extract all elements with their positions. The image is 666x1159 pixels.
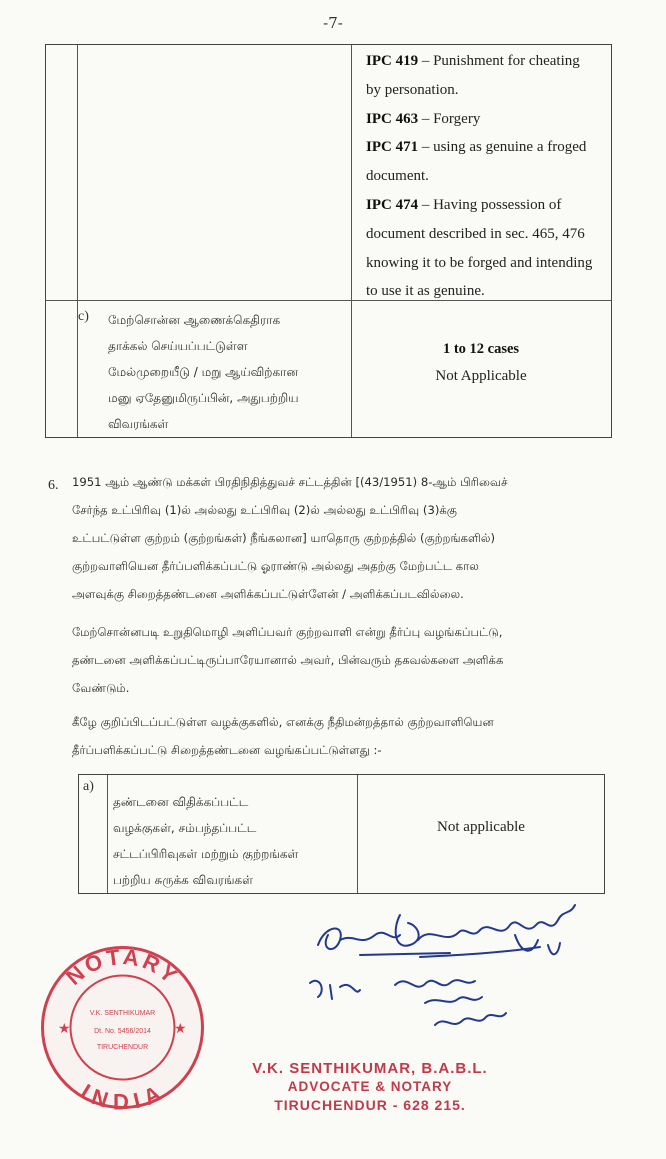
table-divider	[107, 775, 108, 893]
declaration-paragraph	[72, 468, 627, 608]
seal-star-left: ★	[58, 1021, 71, 1037]
paragraph-line: தண்டனை அளிக்கப்பட்டிருப்பாரேயானால் அவர், பின்வரும் தகவல்களை அளிக்க	[72, 653, 504, 667]
cases-count: 1 to 12 cases	[442, 341, 520, 357]
row-label-a: a)	[83, 779, 94, 794]
seal-inner-place: TIRUCHENDUR	[96, 1044, 149, 1051]
page-number: -7-	[323, 14, 343, 32]
ipc-entry-line: document described in sec. 465, 476	[366, 225, 585, 242]
ipc-entry-line: to use it as genuine.	[366, 283, 485, 300]
ipc-entry: IPC 471 – using as genuine a froged	[366, 139, 587, 156]
section-number: 6.	[48, 478, 59, 493]
offences-table	[45, 44, 612, 438]
stamp-role: ADVOCATE & NOTARY	[287, 1079, 453, 1094]
seal-star-right: ★	[174, 1021, 187, 1037]
ipc-entry-line: knowing it to be forged and intending	[366, 254, 593, 271]
paragraph-line: சேர்ந்த உட்பிரிவு (1)ல் அல்லது உட்பிரிவு (2)ல் அல்லது உட்பிரிவு (3)க்கு	[72, 503, 457, 517]
description-line: விவரங்கள்	[108, 417, 169, 431]
ipc-entry: IPC 419 – Punishment for cheating	[366, 53, 580, 69]
description-line: தண்டனை விதிக்கப்பட்ட	[113, 795, 249, 809]
instruction-paragraph	[72, 618, 627, 702]
paragraph-line: உட்பட்டுள்ள குற்றம் (குற்றங்கள்) நீங்கலான] யாதொரு குற்றத்தில் (குற்றங்களில்)	[72, 531, 496, 545]
advocate-stamp	[250, 1060, 490, 1114]
description-line: வழக்குகள், சம்பந்தப்பட்ட	[113, 821, 257, 835]
ipc-entry: IPC 463 – Forgery	[366, 110, 481, 127]
paragraph-line: வேண்டும்.	[72, 681, 130, 695]
description-line: மேல்முறையீடு / மறு ஆய்விற்கான	[108, 365, 299, 379]
row-label-c: c)	[78, 309, 89, 324]
signature-icon	[300, 895, 600, 1045]
description-line: பற்றிய சுருக்க விவரங்கள்	[113, 873, 253, 887]
ipc-entry-line: document.	[366, 168, 429, 185]
ipc-entry: IPC 474 – Having possession of	[366, 196, 562, 213]
description-line: தாக்கல் செய்யப்பட்டுள்ள	[108, 339, 248, 353]
row-a-description	[113, 789, 298, 893]
ipc-entry-line: by personation.	[366, 81, 459, 98]
row-c-value	[352, 341, 610, 385]
seal-inner-detail: Dt. No. 5456/2014	[94, 1028, 151, 1035]
paragraph-line: தீர்ப்பளிக்கப்பட்டு சிறைத்தண்டனை வழங்கப்பட்டுள்ளது :-	[72, 743, 382, 757]
paragraph-line: மேற்சொன்னபடி உறுதிமொழி அளிப்பவர் குற்றவாளி என்று தீர்ப்பு வழங்கப்பட்டு,	[72, 625, 503, 639]
description-line: மனு ஏதேனுமிருப்பின், அதுபற்றிய	[108, 391, 299, 405]
paragraph-line: 1951 ஆம் ஆண்டு மக்கள் பிரதிநிதித்துவச் சட்டத்தின் [(43/1951) 8-ஆம் பிரிவைச்	[72, 475, 508, 489]
stamp-place: TIRUCHENDUR - 628 215.	[274, 1097, 466, 1113]
description-line: மேற்சொன்ன ஆணைக்கெதிராக	[108, 313, 281, 327]
ipc-sections-cell	[358, 45, 610, 308]
seal-top-text: NOTARY	[61, 945, 184, 990]
applicability-status: Not Applicable	[435, 368, 527, 384]
stamp-name: V.K. SENTHIKUMAR, B.A.B.L.	[252, 1060, 488, 1077]
paragraph-line: அளவுக்கு சிறைத்தண்டனை அளிக்கப்பட்டுள்ளேன் / அளிக்கப்படவில்லை.	[72, 587, 464, 601]
paragraph-line: கீழே குறிப்பிடப்பட்டுள்ள வழக்குகளில், எனக்கு நீதிமன்றத்தால் குற்றவாளியென	[72, 715, 494, 729]
paragraph-line: குற்றவாளியென தீர்ப்பளிக்கப்பட்டு ஓராண்டு அல்லது அதற்கு மேற்பட்ட கால	[72, 559, 479, 573]
convictions-table	[78, 774, 605, 894]
seal-inner-name: V.K. SENTHIKUMAR	[89, 1010, 156, 1017]
cases-paragraph	[72, 708, 627, 764]
notary-seal-icon	[40, 945, 205, 1110]
seal-bottom-text: INDIA	[76, 1078, 168, 1110]
row-c-description	[108, 307, 299, 437]
description-line: சட்டப்பிரிவுகள் மற்றும் குற்றங்கள்	[113, 847, 299, 861]
row-a-value: Not applicable	[437, 819, 525, 835]
table-divider	[77, 45, 78, 437]
